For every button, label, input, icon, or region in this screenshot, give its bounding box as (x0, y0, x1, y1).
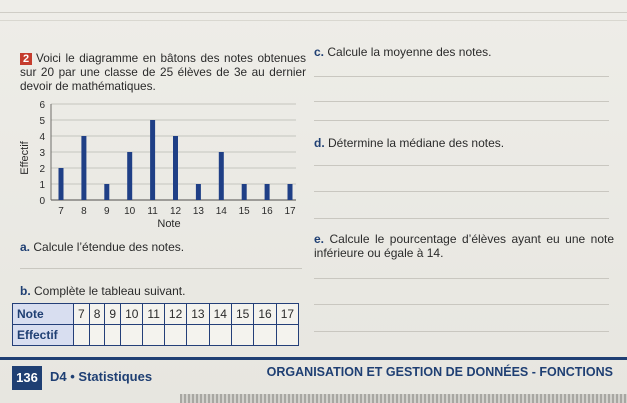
effectif-cell[interactable] (276, 325, 298, 346)
page-number: 136 (12, 366, 42, 390)
x-axis-label: Note (157, 218, 181, 230)
bar (59, 168, 64, 200)
y-tick-label: 6 (39, 100, 45, 111)
x-tick-label: 7 (58, 206, 64, 217)
x-tick-label: 12 (169, 206, 182, 217)
note-cell: 15 (231, 304, 253, 325)
bar (173, 136, 178, 200)
effectif-cell[interactable] (89, 325, 105, 346)
bar (127, 152, 132, 200)
x-tick-label: 17 (284, 206, 296, 217)
exercise-number: 2 (20, 53, 32, 65)
question-e-text: Calcule le pourcentage d’élèves ayant eu une note inférieure ou égale à 14. (314, 232, 614, 260)
answer-line (314, 101, 609, 102)
note-cell: 17 (276, 304, 298, 325)
answer-line (314, 120, 609, 121)
question-a-letter: a. (20, 240, 31, 254)
answer-line (314, 331, 609, 332)
question-c-letter: c. (314, 45, 325, 59)
section-title: D4 • Statistiques (50, 369, 153, 384)
note-cell: 10 (121, 304, 143, 325)
answer-line (314, 165, 609, 166)
y-tick-label: 4 (39, 132, 45, 143)
effectif-cell[interactable] (164, 325, 186, 346)
row-label-note: Note (13, 304, 74, 325)
answer-line (314, 218, 609, 219)
x-tick-label: 16 (261, 206, 273, 217)
effectif-cell[interactable] (121, 325, 143, 346)
answer-line (314, 278, 609, 279)
question-b-text: Complète le tableau suivant. (34, 284, 186, 298)
note-cell: 16 (254, 304, 276, 325)
scan-edge (180, 394, 627, 403)
table-row-effectif (13, 325, 299, 346)
bar (150, 120, 155, 200)
x-tick-label: 14 (215, 206, 227, 217)
question-c-text: Calcule la moyenne des notes. (327, 45, 492, 59)
top-rule (0, 12, 627, 13)
question-e (314, 232, 614, 260)
effectif-cell[interactable] (105, 325, 121, 346)
y-tick-labels (39, 100, 45, 207)
x-tick-label: 10 (124, 206, 136, 217)
x-tick-label: 9 (104, 206, 110, 217)
question-e-letter: e. (314, 232, 325, 246)
question-c (314, 45, 491, 59)
question-a (20, 240, 184, 254)
question-d (314, 136, 504, 150)
effectif-cell[interactable] (231, 325, 253, 346)
y-tick-label: 5 (39, 116, 45, 127)
question-a-text: Calcule l’étendue des notes. (33, 240, 185, 254)
exercise-intro (20, 51, 306, 93)
note-cell: 9 (105, 304, 121, 325)
x-tick-label: 11 (147, 206, 158, 217)
note-cell: 7 (74, 304, 90, 325)
x-tick-labels (58, 206, 296, 217)
answer-line (314, 191, 609, 192)
answer-line (314, 304, 609, 305)
effectif-cell[interactable] (187, 325, 209, 346)
effectif-cell[interactable] (209, 325, 231, 346)
note-cell: 13 (187, 304, 209, 325)
y-tick-label: 1 (39, 180, 45, 191)
frequency-table (12, 303, 299, 346)
question-d-letter: d. (314, 136, 325, 150)
table-row-notes (13, 304, 299, 325)
intro-text: Voici le diagramme en bâtons des notes obtenues sur 20 par une classe de 25 élèves de 3e au dernier devoir de mathématiques. (20, 51, 306, 93)
answer-line (20, 268, 302, 269)
effectif-cell[interactable] (74, 325, 90, 346)
effectif-cell[interactable] (143, 325, 164, 346)
question-d-text: Détermine la médiane des notes. (328, 136, 505, 150)
answer-line (314, 76, 609, 77)
y-tick-label: 2 (39, 164, 45, 175)
y-axis-label: Effectif (19, 141, 31, 175)
top-rule-2 (0, 20, 627, 21)
bar (81, 136, 86, 200)
bar (196, 184, 201, 200)
bar (104, 184, 109, 200)
x-tick-label: 15 (238, 206, 250, 217)
note-cell: 12 (164, 304, 186, 325)
bar (288, 184, 293, 200)
effectif-cell[interactable] (254, 325, 276, 346)
note-cell: 11 (143, 304, 164, 325)
bar-chart (14, 96, 306, 230)
bar (219, 152, 224, 200)
y-tick-label: 3 (39, 148, 45, 159)
note-cell: 14 (209, 304, 231, 325)
chart-bars (59, 120, 293, 200)
row-label-effectif: Effectif (13, 325, 74, 346)
y-tick-label: 0 (39, 196, 45, 207)
note-cell: 8 (89, 304, 105, 325)
footer-divider (0, 357, 627, 360)
chapter-title: ORGANISATION ET GESTION DE DONNÉES - FONCTIONS (266, 365, 613, 379)
bar (265, 184, 270, 200)
bar (242, 184, 247, 200)
x-tick-label: 8 (81, 206, 87, 217)
question-b-letter: b. (20, 284, 31, 298)
question-b (20, 284, 185, 298)
x-tick-label: 13 (192, 206, 204, 217)
